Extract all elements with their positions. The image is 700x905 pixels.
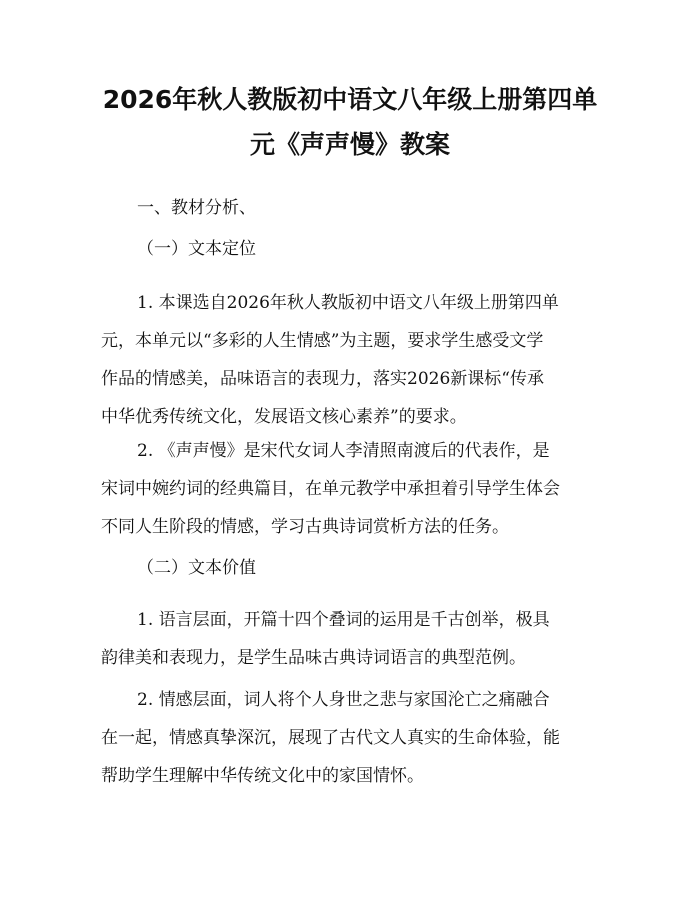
section-heading-teaching-analysis: 一、教材分析、: [137, 198, 256, 218]
paragraph-line: 帮助学生理解中华传统文化中的家国情怀。: [101, 766, 424, 786]
subsection-heading-text-positioning: （一）文本定位: [137, 239, 256, 259]
paragraph-line: 元，本单元以“多彩的人生情感”为主题，要求学生感受文学: [101, 331, 544, 351]
document-title-line-1: 2026年秋人教版初中语文八年级上册第四单: [102, 85, 598, 114]
paragraph-positioning-2: [101, 432, 601, 546]
paragraph-line: 作品的情感美，品味语言的表现力，落实2026新课标“传承: [101, 369, 544, 389]
paragraph-line: 2. 《声声慢》是宋代女词人李清照南渡后的代表作，是: [137, 441, 550, 461]
document-title-line-2: 元《声声慢》教案: [249, 130, 450, 159]
subsection-heading-text-value: （二）文本价值: [137, 558, 256, 578]
paragraph-line: 2. 情感层面，词人将个人身世之悲与家国沦亡之痛融合: [137, 690, 550, 710]
paragraph-line: 1. 语言层面，开篇十四个叠词的运用是千古创举，极具: [137, 610, 550, 630]
paragraph-value-2: [101, 681, 601, 795]
paragraph-line: 在一起，情感真挚深沉，展现了古代文人真实的生命体验，能: [101, 728, 560, 748]
paragraph-value-1: [101, 601, 601, 677]
paragraph-line: 中华优秀传统文化，发展语文核心素养”的要求。: [101, 407, 467, 427]
paragraph-line: 韵律美和表现力，是学生品味古典诗词语言的典型范例。: [101, 648, 526, 668]
paragraph-line: 1. 本课选自2026年秋人教版初中语文八年级上册第四单: [137, 293, 559, 313]
paragraph-line: 宋词中婉约词的经典篇目，在单元教学中承担着引导学生体会: [101, 479, 560, 499]
paragraph-line: 不同人生阶段的情感，学习古典诗词赏析方法的任务。: [101, 517, 509, 537]
paragraph-positioning-1: [101, 284, 601, 436]
